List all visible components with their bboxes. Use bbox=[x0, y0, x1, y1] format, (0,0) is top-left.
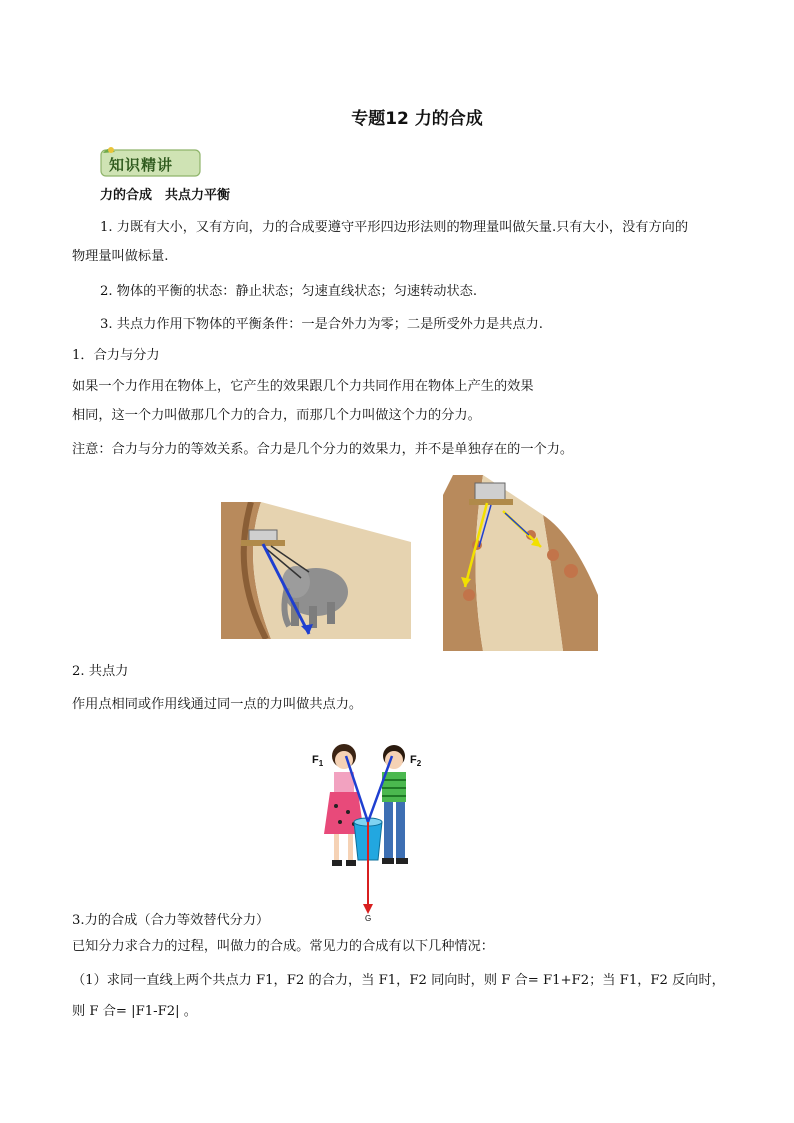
paragraph-8-line-2: 则 F 合= |F1-F2| 。 bbox=[72, 1004, 197, 1019]
paragraph-7: 已知分力求合力的过程，叫做力的合成。常见力的合成有以下几种情况： bbox=[72, 939, 494, 954]
paragraph-5: 注意：合力与分力的等效关系。合力是几个分力的效果力，并不是单独存在的一个力。 bbox=[72, 442, 574, 457]
force-label-f2: $F_2$ bbox=[410, 754, 422, 769]
paragraph-2: 2. 物体的平衡的状态：静止状态；匀速直线状态；匀速转动状态. bbox=[100, 284, 478, 299]
force-label-g: G bbox=[365, 914, 372, 923]
elephant-pulling-figure bbox=[221, 502, 411, 639]
people-pulling-figure bbox=[443, 475, 598, 651]
knowledge-badge bbox=[99, 145, 202, 177]
children-carrying-bucket-figure bbox=[308, 742, 428, 926]
heading-force-composition: 3.力的合成（合力等效替代分力） bbox=[72, 913, 270, 928]
page-title: 专题12 力的合成 bbox=[351, 109, 483, 129]
badge-label: 知识精讲 bbox=[109, 156, 174, 174]
paragraph-6: 作用点相同或作用线通过同一点的力叫做共点力。 bbox=[72, 697, 363, 712]
paragraph-1-line-1: 1. 力既有大小，又有方向，力的合成要遵守平形四边形法则的物理量叫做矢量.只有大小，没有方向的 bbox=[100, 220, 689, 235]
section-heading: 力的合成 共点力平衡 bbox=[100, 188, 231, 203]
force-label-f1: $F_1$ bbox=[312, 754, 324, 769]
heading-concurrent-force: 2. 共点力 bbox=[72, 664, 129, 679]
heading-resultant-and-component: 1．合力与分力 bbox=[72, 348, 160, 363]
paragraph-4-line-2: 相同，这一个力叫做那几个力的合力，而那几个力叫做这个力的分力。 bbox=[72, 408, 481, 423]
paragraph-3: 3. 共点力作用下物体的平衡条件：一是合外力为零；二是所受外力是共点力. bbox=[100, 317, 543, 332]
paragraph-4-line-1: 如果一个力作用在物体上，它产生的效果跟几个力共同作用在物体上产生的效果 bbox=[72, 379, 534, 394]
paragraph-8-line-1: （1）求同一直线上两个共点力 F1，F2 的合力，当 F1，F2 同向时，则 F 合= F1+F2；当 F1，F2 反向时， bbox=[72, 973, 725, 988]
paragraph-1-line-2: 物理量叫做标量. bbox=[72, 249, 169, 264]
